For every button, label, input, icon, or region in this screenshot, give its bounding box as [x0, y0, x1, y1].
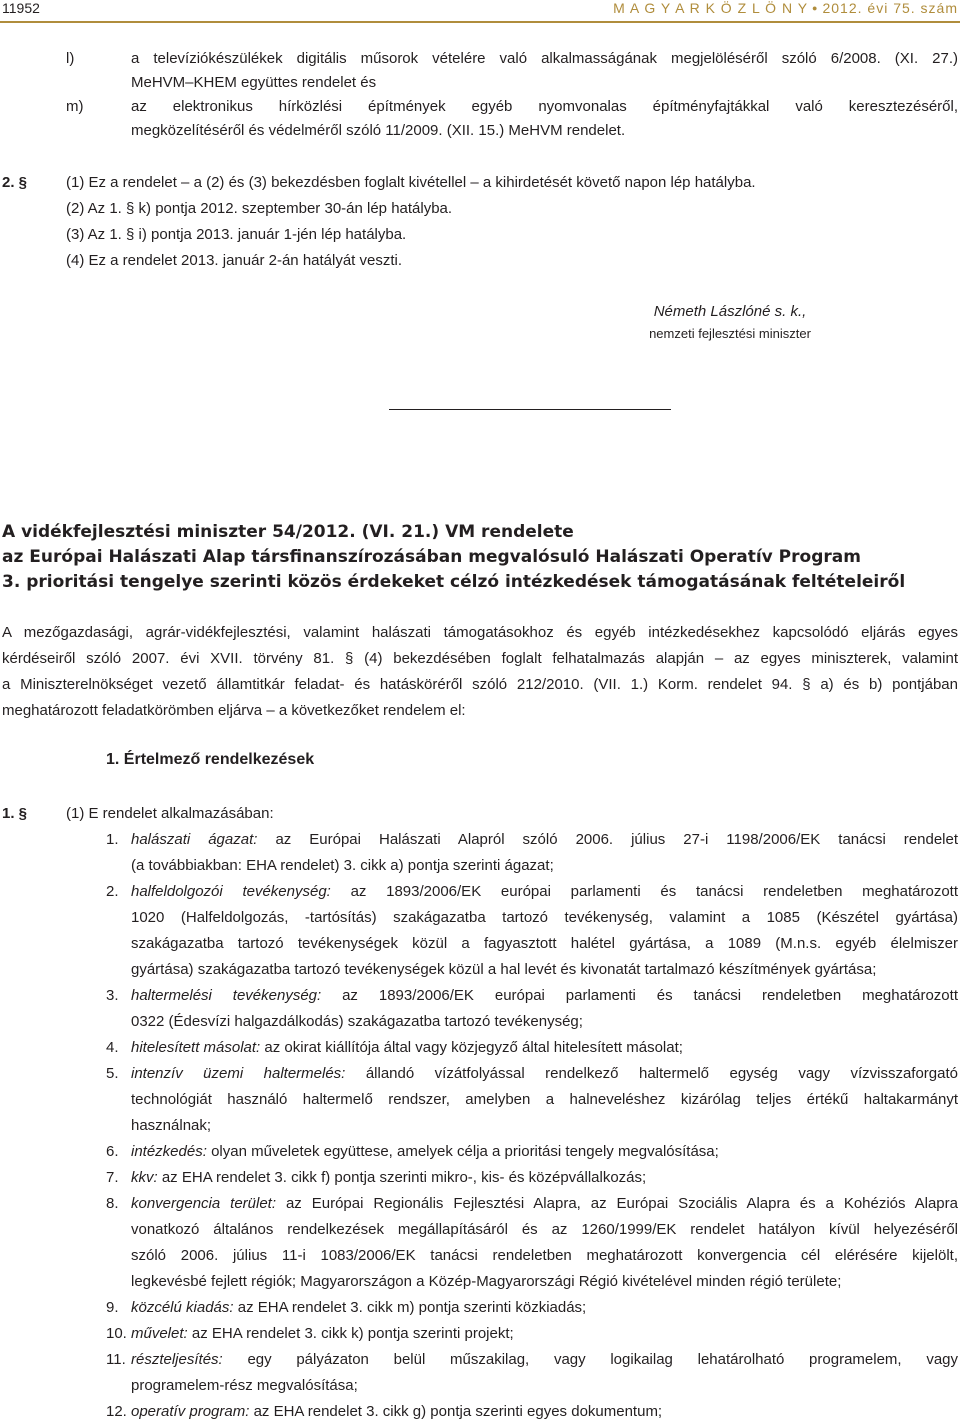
- definition-number: 7.: [106, 1169, 119, 1186]
- definition-term: halfeldolgozói tevékenység:: [131, 883, 331, 900]
- definition-term: közcélú kiadás:: [131, 1299, 234, 1316]
- definition-text: legkevésbé fejlett régiók; Magyarországon a Közép-Magyarországi Régió kivételével minden régió területe;: [131, 1273, 842, 1290]
- signature-block: [630, 303, 830, 341]
- preamble-line-3: a Miniszterelnökséget vezető államtitkár feladat- és hatásköréről szóló 212/2010. (VII. 1.) Korm. rendelet 94. § a) és b) pontjában: [2, 676, 958, 693]
- definition-term: művelet:: [131, 1325, 188, 1342]
- definition-number: 9.: [106, 1299, 119, 1316]
- definition-term: konvergencia terület:: [131, 1195, 277, 1212]
- definition-term: intézkedés:: [131, 1143, 207, 1160]
- definition-line: [131, 1087, 958, 1113]
- definition-term: intenzív üzemi haltermelés:: [131, 1065, 346, 1082]
- definition-line: [131, 931, 958, 957]
- section-2-paragraph-1: (1) Ez a rendelet – a (2) és (3) bekezdésben foglalt kivétellel – a kihirdetését követő napon lép hatályba.: [66, 174, 756, 191]
- section-heading: 1. Értelmező rendelkezések: [106, 751, 315, 768]
- definition-text: az EHA rendelet 3. cikk f) pontja szerinti mikro-, kis- és középvállalkozás;: [161, 1169, 647, 1186]
- definition-line: [131, 827, 958, 853]
- definition-text: 0322 (Édesvízi halgazdálkodás) szakágazatba tartozó tevékenység;: [131, 1013, 583, 1030]
- list-item-m-line2: megközelítéséről és védelméről szóló 11/2009. (XII. 15.) MeHVM rendelet.: [131, 122, 626, 139]
- definition-text: 1020 (Halfeldolgozás, -tartósítás) szakágazatba tartozó tevékenység, valamint a 1085 (Készétel gyártása): [131, 909, 958, 926]
- definition-term: halászati ágazat:: [131, 831, 258, 848]
- section-2-paragraph-2: (2) Az 1. § k) pontja 2012. szeptember 30-án lép hatályba.: [66, 200, 453, 217]
- definition-text: az EHA rendelet 3. cikk g) pontja szerinti egyes dokumentum;: [253, 1403, 663, 1420]
- definition-number: 2.: [106, 883, 119, 900]
- definition-line: [131, 1399, 662, 1425]
- definition-text: az Európai Regionális Fejlesztési Alapra, az Európai Szociális Alapra és a Kohéziós Alapra: [285, 1195, 958, 1212]
- definition-number: 11.: [106, 1351, 126, 1368]
- definition-number: 8.: [106, 1195, 119, 1212]
- section-2-paragraph-3: (3) Az 1. § i) pontja 2013. január 1-jén lép hatályba.: [66, 226, 407, 243]
- definition-text: programelem-rész megvalósítása;: [131, 1377, 358, 1394]
- definition-text: egy pályázaton belül műszakilag, vagy logikailag lehatárolható programelem, vagy: [247, 1351, 958, 1368]
- bullet-separator: ●: [812, 3, 819, 13]
- definition-number: 5.: [106, 1065, 119, 1082]
- definition-line: [131, 1061, 958, 1087]
- definition-line: [131, 1347, 958, 1373]
- definition-text: szóló 2006. július 11-i 1083/2006/EK tanácsi rendeletben meghatározott konvergencia cél elérésére kijelölt,: [131, 1247, 958, 1264]
- definition-line: [131, 1165, 646, 1191]
- list-item-m-line1: az elektronikus hírközlési építmények egyéb nyomvonalas építményfajtákkal való keresztezéséről,: [131, 98, 958, 115]
- issue-number: 2012. évi 75. szám: [822, 0, 958, 16]
- section-1-intro: (1) E rendelet alkalmazásában:: [66, 805, 274, 822]
- journal-heading: [613, 0, 958, 16]
- definition-line: [131, 957, 876, 983]
- list-label-m: m): [66, 98, 84, 115]
- definition-number: 12.: [106, 1403, 127, 1420]
- definition-text: vonatkozó általános rendelkezések megállapításáról és az 1260/1999/EK rendelet hatályon kívül helyezéséről: [131, 1221, 958, 1238]
- definition-line: [131, 1139, 719, 1165]
- definition-text: olyan műveletek együttese, amelyek célja a prioritási tengely megvalósítása;: [211, 1143, 719, 1160]
- definition-line: [131, 1191, 958, 1217]
- definition-line: [131, 1035, 683, 1061]
- definition-text: használnak;: [131, 1117, 212, 1134]
- definition-line: [131, 1269, 841, 1295]
- definition-line: [131, 1321, 514, 1347]
- definition-line: [131, 1217, 958, 1243]
- definition-text: az 1893/2006/EK európai parlamenti és tanácsi rendeletben meghatározott: [342, 987, 958, 1004]
- definition-term: operatív program:: [131, 1403, 250, 1420]
- definition-term: haltermelési tevékenység:: [131, 987, 322, 1004]
- page-header: [0, 0, 960, 22]
- section-2-label: 2. §: [2, 174, 28, 191]
- definition-text: az Európai Halászati Alapról szóló 2006. július 27-i 1198/2006/EK tanácsi rendelet: [275, 831, 959, 848]
- definition-text: szakágazatba tartozó tevékenységek közül a fagyasztott halétel gyártása, a 1089 (M.n.s. egyéb élelmiszer: [131, 935, 958, 952]
- decree-title-line-2: az Európai Halászati Alap társfinanszírozásában megvalósuló Halászati Operatív Program: [2, 547, 861, 567]
- definition-term: részteljesítés:: [131, 1351, 223, 1368]
- header-rule: [0, 21, 960, 23]
- journal-name: M A G Y A R K Ö Z L Ö N Y: [613, 0, 809, 16]
- definition-term: hitelesített másolat:: [131, 1039, 261, 1056]
- section-1-label: 1. §: [2, 805, 28, 822]
- decree-title-line-3: 3. prioritási tengelye szerinti közös érdekeket célzó intézkedések támogatásának feltételeiről: [2, 572, 906, 592]
- definition-number: 10.: [106, 1325, 127, 1342]
- decree-title-line-1: A vidékfejlesztési miniszter 54/2012. (VI. 21.) VM rendelete: [2, 522, 574, 542]
- definition-line: [131, 1295, 586, 1321]
- signatory-title: nemzeti fejlesztési miniszter: [649, 326, 811, 341]
- definition-number: 3.: [106, 987, 119, 1004]
- definition-line: [131, 853, 554, 879]
- list-item-l-line2: MeHVM–KHEM együttes rendelet és: [131, 74, 377, 91]
- definition-line: [131, 1243, 958, 1269]
- definition-text: gyártása) szakágazatba tartozó tevékenységek közül a hal levét és kivonatát tartalmazó készítmények gyártása;: [131, 961, 877, 978]
- preamble-line-2: kérdéseiről szóló 2007. évi XVII. törvény 81. § (4) bekezdésében foglalt felhatalmazás alapján – az egyes miniszterek, valamint: [2, 650, 958, 667]
- definition-line: [131, 879, 958, 905]
- page-number: 11952: [2, 0, 40, 16]
- definition-term: kkv:: [131, 1169, 158, 1186]
- list-label-l: l): [66, 50, 75, 67]
- section-2-paragraph-4: (4) Ez a rendelet 2013. január 2-án hatályát veszti.: [66, 252, 403, 269]
- definition-number: 1.: [106, 831, 119, 848]
- definition-text: technológiát használó haltermelő rendszer, amelyben a halneveléshez kizárólag teljes értékű haltakarmányt: [131, 1091, 958, 1108]
- definition-number: 6.: [106, 1143, 119, 1160]
- preamble-line-1: A mezőgazdasági, agrár-vidékfejlesztési, valamint halászati támogatásokhoz és egyéb intézkedésekhez kapcsolódó eljárás egyes: [2, 624, 958, 641]
- definition-text: az EHA rendelet 3. cikk m) pontja szerinti közkiadás;: [237, 1299, 587, 1316]
- definition-text: állandó vízátfolyással rendelkező haltermelő egység vagy vízvisszaforgató: [365, 1065, 959, 1082]
- definition-line: [131, 1009, 583, 1035]
- definition-line: [131, 905, 958, 931]
- preamble-line-4: meghatározott feladatkörömben eljárva – a következőket rendelem el:: [2, 702, 466, 719]
- signatory-name: Németh Lászlóné s. k.,: [653, 303, 807, 320]
- separator-line: [389, 409, 671, 410]
- definition-line: [131, 1373, 358, 1399]
- definition-text: (a továbbiakban: EHA rendelet) 3. cikk a) pontja szerinti ágazat;: [131, 857, 554, 874]
- definition-text: az 1893/2006/EK európai parlamenti és tanácsi rendeletben meghatározott: [350, 883, 959, 900]
- definition-text: az EHA rendelet 3. cikk k) pontja szerinti projekt;: [191, 1325, 514, 1342]
- definition-line: [131, 983, 958, 1009]
- definition-line: [131, 1113, 211, 1139]
- definition-number: 4.: [106, 1039, 119, 1056]
- list-item-l-line1: a televíziókészülékek digitális műsorok vételére való alkalmasságának megjelöléséről szóló 6/2008. (XI. 27.): [131, 50, 958, 67]
- definition-text: az okirat kiállítója által vagy közjegyző által hitelesített másolat;: [264, 1039, 683, 1056]
